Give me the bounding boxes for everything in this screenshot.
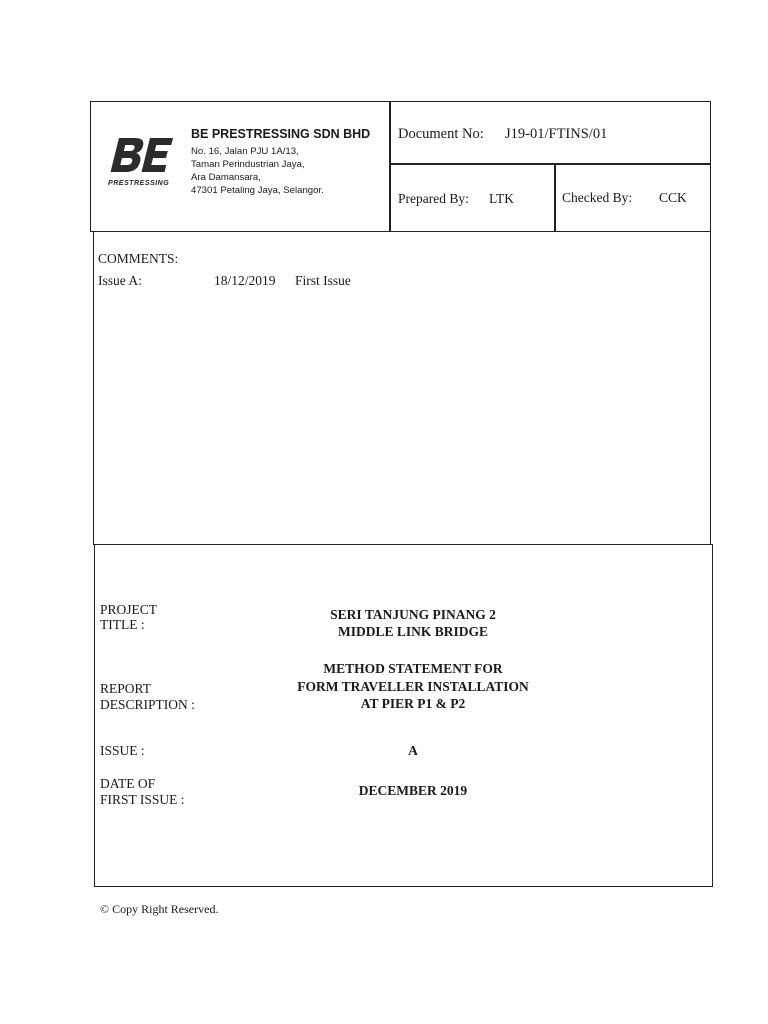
prepared-by-value: LTK xyxy=(489,191,515,206)
project-title-label-2: TITLE : xyxy=(100,617,145,632)
copyright-note: © Copy Right Reserved. xyxy=(100,902,219,916)
project-title-label-1: PROJECT xyxy=(100,602,158,617)
address-line-1: No. 16, Jalan PJU 1A/13, xyxy=(191,146,299,157)
comments-issue-label: Issue A: xyxy=(98,273,142,288)
document-no-value: J19-01/FTINS/01 xyxy=(505,126,608,142)
logo-subtext: PRESTRESSING xyxy=(108,178,170,187)
report-line-1: METHOD STATEMENT FOR xyxy=(323,661,503,676)
details-box xyxy=(94,544,713,887)
comments-issue-text: First Issue xyxy=(295,273,351,288)
date-value: DECEMBER 2019 xyxy=(358,783,468,798)
comments-title: COMMENTS: xyxy=(98,251,179,266)
header-box xyxy=(90,101,711,232)
prepared-by-label: Prepared By: xyxy=(398,191,469,206)
issue-value: A xyxy=(408,743,418,758)
report-line-2: FORM TRAVELLER INSTALLATION xyxy=(297,679,529,694)
prepared-checked-divider xyxy=(554,163,556,232)
project-title-line-1: SERI TANJUNG PINANG 2 xyxy=(330,607,496,622)
address-line-2: Taman Perindustrian Jaya, xyxy=(191,159,305,170)
address-line-4: 47301 Petaling Jaya, Selangor. xyxy=(191,185,324,196)
date-label-2: FIRST ISSUE : xyxy=(100,792,185,807)
project-title-line-2: MIDDLE LINK BRIDGE xyxy=(337,624,489,639)
company-logo xyxy=(108,134,178,176)
report-label-2: DESCRIPTION : xyxy=(100,697,195,712)
comments-issue-date: 18/12/2019 xyxy=(214,273,276,288)
company-name: BE PRESTRESSING SDN BHD xyxy=(191,127,371,141)
checked-by-value: CCK xyxy=(659,190,687,205)
checked-by-label: Checked By: xyxy=(562,190,633,205)
comments-box xyxy=(93,231,711,545)
report-label-1: REPORT xyxy=(100,681,151,696)
header-divider-horizontal xyxy=(389,163,711,165)
document-no-label: Document No: xyxy=(398,126,484,142)
report-line-3: AT PIER P1 & P2 xyxy=(360,696,466,711)
issue-label: ISSUE : xyxy=(100,743,145,758)
date-label-1: DATE OF xyxy=(100,776,156,791)
address-line-3: Ara Damansara, xyxy=(191,172,261,183)
header-divider-vertical xyxy=(389,101,391,232)
